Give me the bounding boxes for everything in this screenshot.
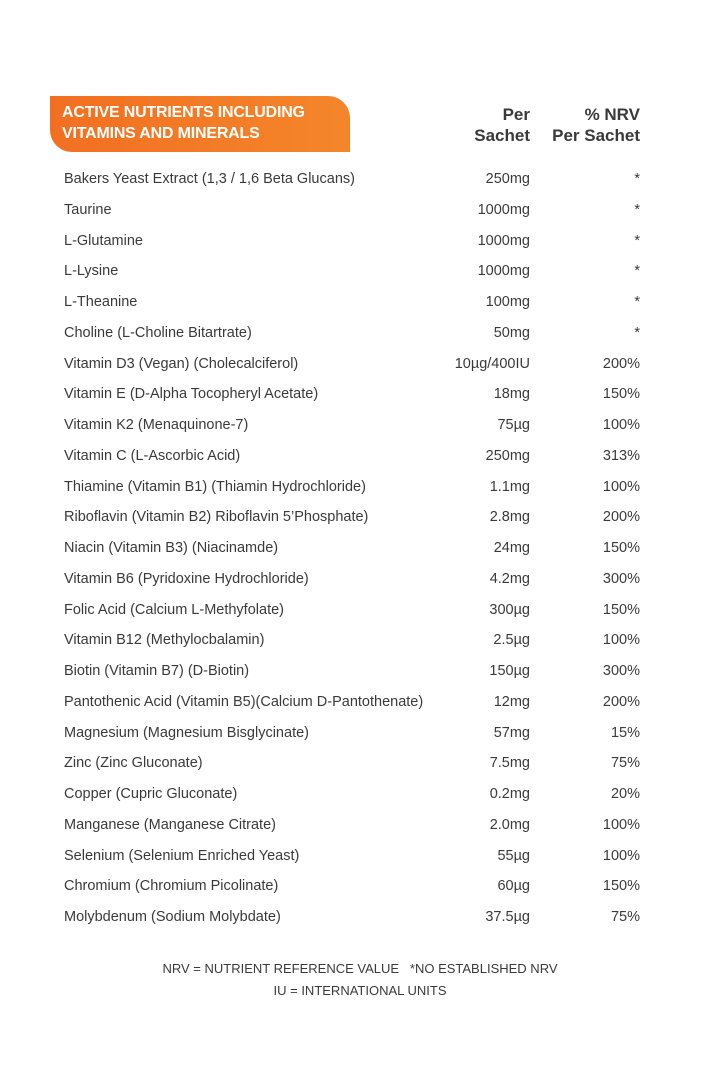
column-header-nrv bbox=[552, 104, 640, 146]
nutrient-name: Taurine bbox=[64, 201, 112, 218]
table-row bbox=[64, 379, 640, 410]
table-row bbox=[64, 195, 640, 226]
nutrient-amount: 1000mg bbox=[477, 263, 530, 280]
column-header-per-sachet-line-2: Sachet bbox=[474, 126, 530, 145]
nutrient-nrv: 100% bbox=[602, 417, 640, 433]
table-row bbox=[64, 748, 640, 779]
nutrient-name: Pantothenic Acid (Vitamin B5)(Calcium D-Pantothenate) bbox=[64, 693, 424, 710]
table-row bbox=[64, 502, 640, 533]
nutrient-amount: 2.5µg bbox=[493, 632, 530, 649]
table-row bbox=[64, 718, 640, 749]
section-title-line-1: ACTIVE NUTRIENTS INCLUDING bbox=[62, 104, 305, 121]
nutrient-nrv: * bbox=[634, 294, 640, 310]
nutrient-amount: 1.1mg bbox=[489, 478, 530, 495]
nutrient-amount: 2.8mg bbox=[489, 509, 530, 526]
nutrient-name: Folic Acid (Calcium L-Methyfolate) bbox=[64, 601, 284, 618]
nutrient-name: Chromium (Chromium Picolinate) bbox=[64, 878, 279, 895]
nutrient-name: Molybdenum (Sodium Molybdate) bbox=[64, 909, 281, 925]
nutrient-amount: 18mg bbox=[493, 386, 530, 403]
nutrient-nrv: 75% bbox=[610, 755, 640, 772]
nutrient-amount: 1000mg bbox=[477, 201, 530, 218]
nutrient-nrv: 200% bbox=[602, 693, 640, 710]
nutrient-amount: 10µg/400IU bbox=[454, 355, 530, 372]
footnote-iu: IU = INTERNATIONAL UNITS bbox=[273, 983, 447, 998]
nutrient-amount: 7.5mg bbox=[489, 755, 530, 772]
table-row bbox=[64, 841, 640, 872]
nutrient-amount: 300µg bbox=[489, 601, 530, 618]
nutrient-nrv: * bbox=[634, 171, 640, 187]
section-title-banner bbox=[50, 96, 350, 152]
nutrient-nrv: * bbox=[634, 232, 640, 249]
nutrient-name: Zinc (Zinc Gluconate) bbox=[64, 755, 203, 772]
nutrient-amount: 24mg bbox=[493, 540, 530, 556]
nutrient-amount: 57mg bbox=[493, 724, 530, 741]
table-row bbox=[64, 472, 640, 503]
nutrient-nrv: 300% bbox=[602, 570, 640, 587]
nutrient-name: Vitamin B12 (Methylocbalamin) bbox=[64, 632, 265, 649]
nutrient-amount: 1000mg bbox=[477, 232, 530, 249]
table-row bbox=[64, 164, 640, 195]
nutrient-nrv: 300% bbox=[602, 663, 640, 679]
nutrient-name: Selenium (Selenium Enriched Yeast) bbox=[64, 847, 300, 864]
section-title-line-2: VITAMINS AND MINERALS bbox=[62, 125, 260, 142]
nutrient-nrv: 100% bbox=[602, 816, 640, 833]
nutrient-amount: 250mg bbox=[485, 171, 530, 187]
nutrient-amount: 60µg bbox=[497, 878, 530, 895]
nutrient-name: Bakers Yeast Extract (1,3 / 1,6 Beta Glucans) bbox=[64, 171, 355, 187]
table-row bbox=[64, 287, 640, 318]
nutrient-name: Choline (L-Choline Bitartrate) bbox=[64, 324, 252, 341]
nutrient-name: L-Theanine bbox=[64, 294, 138, 310]
nutrient-nrv: 150% bbox=[602, 386, 640, 403]
nutrient-nrv: * bbox=[634, 324, 640, 341]
table-row bbox=[64, 349, 640, 380]
nutrient-name: Vitamin D3 (Vegan) (Cholecalciferol) bbox=[64, 355, 299, 372]
footnotes bbox=[0, 958, 720, 1002]
table-row bbox=[64, 779, 640, 810]
nutrient-name: Vitamin B6 (Pyridoxine Hydrochloride) bbox=[64, 570, 309, 587]
table-header bbox=[50, 96, 650, 152]
column-header-nrv-line-1: % NRV bbox=[584, 105, 640, 124]
table-row bbox=[64, 871, 640, 902]
nutrient-nrv: 150% bbox=[602, 540, 640, 556]
nutrient-nrv: 150% bbox=[602, 878, 640, 895]
table-row bbox=[64, 226, 640, 257]
footnote-nrv: NRV = NUTRIENT REFERENCE VALUE *NO ESTABLISHED NRV bbox=[162, 961, 558, 976]
nutrient-nrv: 200% bbox=[602, 355, 640, 372]
nutrient-nrv: * bbox=[634, 201, 640, 218]
table-row bbox=[64, 810, 640, 841]
nutrient-amount: 37.5µg bbox=[485, 909, 530, 925]
nutrient-amount: 4.2mg bbox=[489, 570, 530, 587]
column-header-nrv-line-2: Per Sachet bbox=[552, 126, 640, 145]
table-row bbox=[64, 441, 640, 472]
table-row bbox=[64, 656, 640, 687]
nutrient-name: Vitamin E (D-Alpha Tocopheryl Acetate) bbox=[64, 386, 319, 403]
nutrient-name: Copper (Cupric Gluconate) bbox=[64, 786, 238, 802]
nutrient-name: Niacin (Vitamin B3) (Niacinamde) bbox=[64, 540, 279, 556]
table-row bbox=[64, 410, 640, 441]
nutrient-nrv: 15% bbox=[610, 724, 640, 741]
nutrient-name: Thiamine (Vitamin B1) (Thiamin Hydrochloride) bbox=[64, 478, 366, 495]
nutrient-amount: 150µg bbox=[489, 663, 530, 679]
nutrient-nrv: 100% bbox=[602, 632, 640, 649]
nutrient-name: L-Glutamine bbox=[64, 232, 143, 249]
nutrient-nrv: 313% bbox=[602, 447, 640, 464]
nutrient-amount: 50mg bbox=[493, 324, 530, 341]
nutrient-name: Vitamin K2 (Menaquinone-7) bbox=[64, 417, 249, 433]
nutrient-amount: 12mg bbox=[493, 693, 530, 710]
nutrient-nrv: 100% bbox=[602, 478, 640, 495]
nutrient-amount: 0.2mg bbox=[489, 786, 530, 802]
nutrient-nrv: 200% bbox=[602, 509, 640, 526]
nutrient-nrv: 20% bbox=[610, 786, 640, 802]
nutrient-name: Riboflavin (Vitamin B2) Riboflavin 5’Phosphate) bbox=[64, 509, 369, 526]
nutrient-table bbox=[64, 164, 640, 933]
nutrient-name: L-Lysine bbox=[64, 263, 119, 280]
table-row bbox=[64, 625, 640, 656]
table-row bbox=[64, 318, 640, 349]
nutrient-amount: 100mg bbox=[485, 294, 530, 310]
nutrient-name: Manganese (Manganese Citrate) bbox=[64, 816, 276, 833]
nutrient-nrv: * bbox=[634, 263, 640, 280]
nutrient-nrv: 100% bbox=[602, 847, 640, 864]
nutrient-nrv: 150% bbox=[602, 601, 640, 618]
nutrient-amount: 2.0mg bbox=[489, 816, 530, 833]
nutrient-amount: 55µg bbox=[497, 847, 530, 864]
table-row bbox=[64, 256, 640, 287]
nutrient-nrv: 75% bbox=[610, 909, 640, 925]
nutrient-name: Magnesium (Magnesium Bisglycinate) bbox=[64, 724, 309, 741]
column-header-per-sachet-line-1: Per bbox=[502, 105, 530, 124]
table-row bbox=[64, 595, 640, 626]
column-header-per-sachet bbox=[474, 104, 530, 146]
table-row bbox=[64, 902, 640, 933]
table-row bbox=[64, 687, 640, 718]
nutrient-name: Vitamin C (L-Ascorbic Acid) bbox=[64, 447, 241, 464]
table-row bbox=[64, 533, 640, 564]
nutrient-name: Biotin (Vitamin B7) (D-Biotin) bbox=[64, 663, 250, 679]
table-row bbox=[64, 564, 640, 595]
nutrient-amount: 250mg bbox=[485, 447, 530, 464]
nutrient-amount: 75µg bbox=[497, 417, 530, 433]
